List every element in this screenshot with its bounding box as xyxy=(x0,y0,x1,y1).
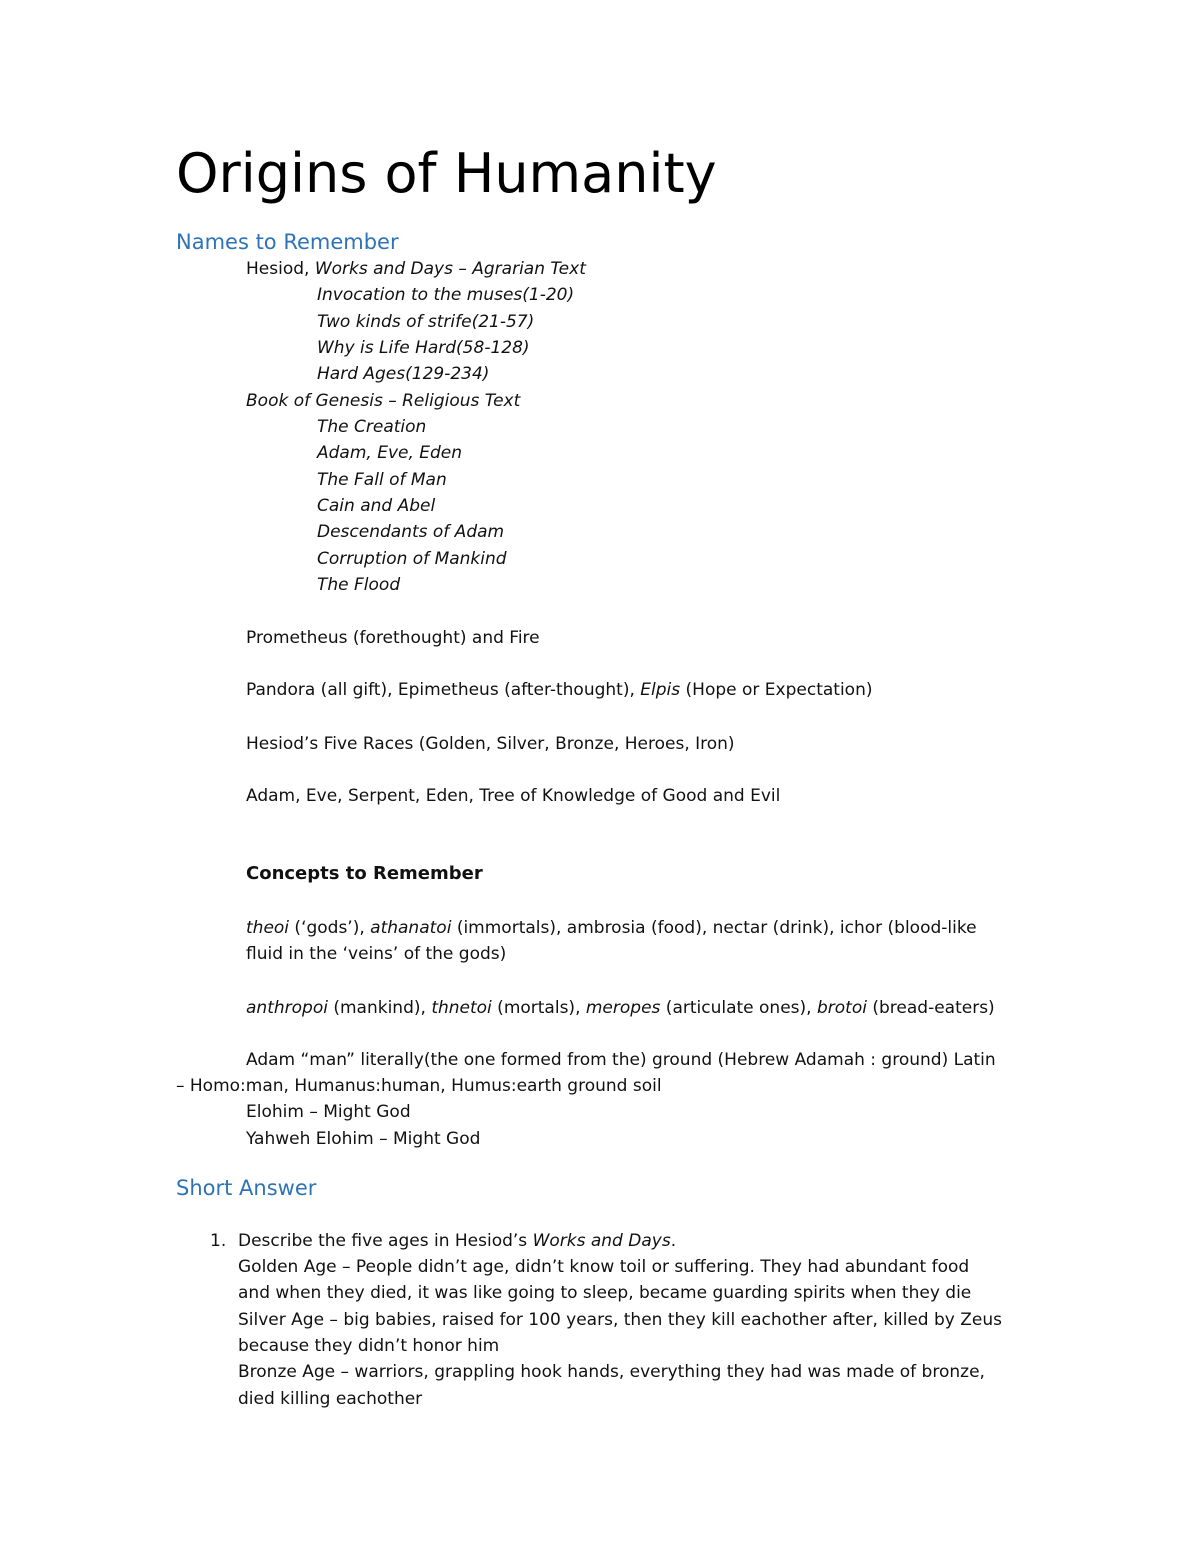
term: anthropoi xyxy=(246,998,328,1018)
hesiod-work: Works and Days – Agrarian Text xyxy=(314,259,586,279)
list-number: 1. xyxy=(210,1231,227,1251)
term: athanatoi xyxy=(370,918,452,938)
adam-eve-line: Adam, Eve, Serpent, Eden, Tree of Knowledge of Good and Evil xyxy=(246,786,781,806)
answer-line: because they didn’t honor him xyxy=(238,1336,500,1356)
pandora-text-end: (Hope or Expectation) xyxy=(680,680,873,700)
question-title: Works and Days xyxy=(532,1231,671,1251)
answer-line: and when they died, it was like going to sleep, became guarding spirits when they die xyxy=(238,1283,972,1303)
genesis-item: Corruption of Mankind xyxy=(317,549,507,569)
elpis-term: Elpis xyxy=(640,680,681,700)
answer-line: Silver Age – big babies, raised for 100 years, then they kill eachother after, killed by Zeus xyxy=(238,1310,1002,1330)
answer-line: died killing eachother xyxy=(238,1389,423,1409)
genesis-item: Adam, Eve, Eden xyxy=(317,443,463,463)
question-text: Describe the five ages in Hesiod’s xyxy=(238,1231,533,1251)
prometheus-line: Prometheus (forethought) and Fire xyxy=(246,628,540,648)
page-title: Origins of Humanity xyxy=(176,142,717,205)
genesis-item: The Fall of Man xyxy=(317,470,447,490)
question-end: . xyxy=(670,1231,677,1251)
theoi-line-cont: fluid in the ‘veins’ of the gods) xyxy=(246,944,507,964)
concepts-heading: Concepts to Remember xyxy=(246,863,483,884)
genesis-item: The Flood xyxy=(317,575,401,595)
answer-line: Bronze Age – warriors, grappling hook hands, everything they had was made of bronze, xyxy=(238,1362,985,1382)
term: brotoi xyxy=(816,998,867,1018)
pandora-text: Pandora (all gift), Epimetheus (after-thought), xyxy=(246,680,641,700)
elohim-line: Elohim – Might God xyxy=(246,1102,411,1122)
pandora-line xyxy=(246,678,872,702)
question-line xyxy=(238,1229,676,1253)
genesis-item: The Creation xyxy=(317,417,427,437)
hesiod-item: Hard Ages(129-234) xyxy=(317,364,490,384)
text: (mankind), xyxy=(327,998,432,1018)
hesiod-prefix: Hesiod, xyxy=(246,259,315,279)
theoi-line xyxy=(246,916,977,940)
term: thnetoi xyxy=(431,998,492,1018)
names-heading: Names to Remember xyxy=(176,230,399,254)
hesiod-item: Why is Life Hard(58-128) xyxy=(317,338,530,358)
hesiod-item: Two kinds of strife(21-57) xyxy=(317,312,535,332)
text: (articulate ones), xyxy=(660,998,817,1018)
text: (immortals), ambrosia (food), nectar (drink), ichor (blood-like xyxy=(451,918,977,938)
term: theoi xyxy=(246,918,290,938)
text: (mortals), xyxy=(491,998,586,1018)
adam-meaning-line: Adam “man” literally(the one formed from the) ground (Hebrew Adamah : ground) Latin xyxy=(246,1050,996,1070)
genesis-heading: Book of Genesis – Religious Text xyxy=(246,391,521,411)
adam-meaning-line-cont: – Homo:man, Humanus:human, Humus:earth ground soil xyxy=(176,1076,662,1096)
text: (‘gods’), xyxy=(289,918,371,938)
hesiod-line xyxy=(246,257,586,281)
anthropoi-line xyxy=(246,996,995,1020)
genesis-item: Descendants of Adam xyxy=(317,522,505,542)
races-line: Hesiod’s Five Races (Golden, Silver, Bronze, Heroes, Iron) xyxy=(246,734,735,754)
hesiod-item: Invocation to the muses(1-20) xyxy=(317,285,575,305)
term: meropes xyxy=(585,998,661,1018)
yahweh-line: Yahweh Elohim – Might God xyxy=(246,1129,481,1149)
genesis-item: Cain and Abel xyxy=(317,496,436,516)
text: (bread-eaters) xyxy=(866,998,995,1018)
short-answer-heading: Short Answer xyxy=(176,1176,317,1200)
answer-line: Golden Age – People didn’t age, didn’t know toil or suffering. They had abundant food xyxy=(238,1257,970,1277)
